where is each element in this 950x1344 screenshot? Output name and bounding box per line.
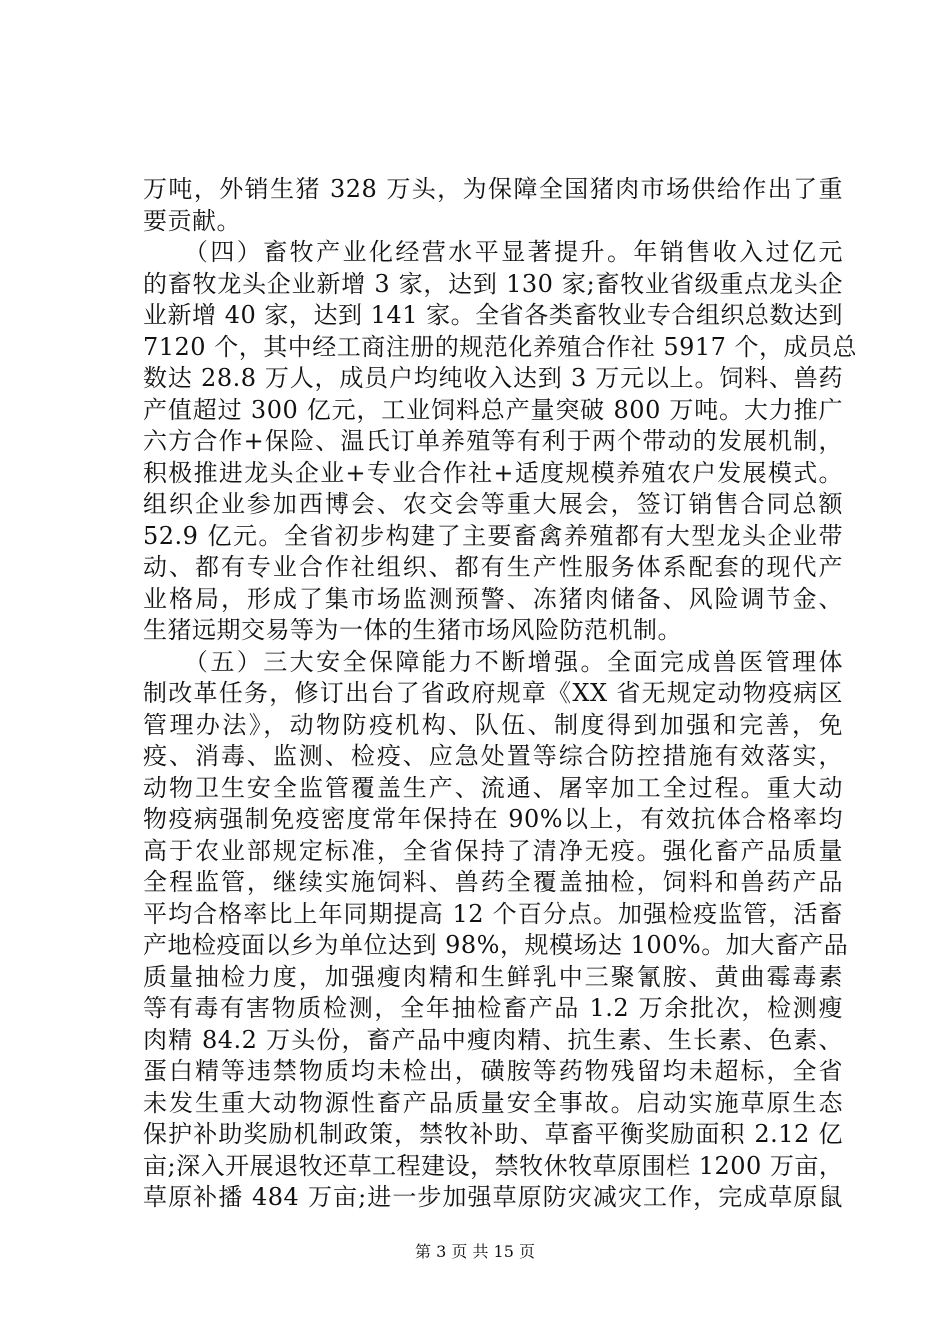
text-line: 数达 28.8 万人，成员户均纯收入达到 3 万元以上。饲料、兽药 <box>143 364 843 392</box>
text-line: 亩;深入开展退牧还草工程建设，禁牧休牧草原围栏 1200 万亩， <box>143 1151 844 1180</box>
text-line: 管理办法》，动物防疫机构、队伍、制度得到加强和完善，免 <box>143 710 843 739</box>
text-line: 7120 个，其中经工商注册的规范化养殖合作社 5917 个，成员总 <box>143 332 858 361</box>
text-line: 肉精 84.2 万头份，畜产品中瘦肉精、抗生素、生长素、色素、 <box>143 1025 843 1054</box>
text-line: 物疫病强制免疫密度常年保持在 90%以上，有效抗体合格率均 <box>143 805 843 833</box>
text-line: 全程监管，继续实施饲料、兽药全覆盖抽检，饲料和兽药产品 <box>143 868 843 896</box>
text-line: 质量抽检力度，加强瘦肉精和生鲜乳中三聚氰胺、黄曲霉毒素 <box>143 962 843 991</box>
text-line: 业格局，形成了集市场监测预警、冻猪肉储备、风险调节金、 <box>143 584 843 613</box>
text-line: 草原补播 484 万亩;进一步加强草原防灾减灾工作，完成草原鼠 <box>143 1183 843 1211</box>
document-body <box>143 174 858 1214</box>
text-line: 六方合作+保险、温氏订单养殖等有利于两个带动的发展机制， <box>143 427 843 455</box>
text-line: 产地检疫面以乡为单位达到 98%，规模场达 100%。加大畜产品 <box>143 931 849 959</box>
text-line: 制改革任务，修订出台了省政府规章《XX 省无规定动物疫病区 <box>143 679 843 707</box>
text-line: 52.9 亿元。全省初步构建了主要畜禽养殖都有大型龙头企业带 <box>143 521 843 550</box>
text-line: 等有毒有害物质检测，全年抽检畜产品 1.2 万余批次，检测瘦 <box>143 994 843 1022</box>
text-line: 万吨，外销生猪 328 万头，为保障全国猪肉市场供给作出了重 <box>143 175 843 203</box>
text-line: （五）三大安全保障能力不断增强。全面完成兽医管理体 <box>143 647 843 676</box>
text-line: 平均合格率比上年同期提高 12 个百分点。加强检疫监管，活畜 <box>143 899 843 928</box>
text-line: 要贡献。 <box>143 206 241 235</box>
text-line: 高于农业部规定标准，全省保持了清净无疫。强化畜产品质量 <box>143 836 843 865</box>
text-line: 产值超过 300 亿元，工业饲料总产量突破 800 万吨。大力推广 <box>143 395 843 424</box>
text-line: 蛋白精等违禁物质均未检出，磺胺等药物残留均未超标，全省 <box>143 1057 843 1085</box>
text-line: 生猪远期交易等为一体的生猪市场风险防范机制。 <box>143 616 682 644</box>
text-line: 动物卫生安全监管覆盖生产、流通、屠宰加工全过程。重大动 <box>143 773 843 802</box>
text-line: 疫、消毒、监测、检疫、应急处置等综合防控措施有效落实， <box>143 742 843 770</box>
text-line: 的畜牧龙头企业新增 3 家，达到 130 家;畜牧业省级重点龙头企 <box>143 269 843 298</box>
text-line: （四）畜牧产业化经营水平显著提升。年销售收入过亿元 <box>143 238 843 266</box>
text-line: 保护补助奖励机制政策，禁牧补助、草畜平衡奖励面积 2.12 亿 <box>143 1120 843 1148</box>
text-line: 未发生重大动物源性畜产品质量安全事故。启动实施草原生态 <box>143 1088 843 1117</box>
text-line: 业新增 40 家，达到 141 家。全省各类畜牧业专合组织总数达到 <box>143 301 843 329</box>
text-line: 组织企业参加西博会、农交会等重大展会，签订销售合同总额 <box>143 490 843 518</box>
page-footer <box>0 1242 950 1262</box>
text-line: 动、都有专业合作社组织、都有生产性服务体系配套的现代产 <box>143 553 843 581</box>
text-line: 积极推进龙头企业+专业合作社+适度规模养殖农户发展模式。 <box>143 458 843 487</box>
page-number: 第 3 页 共 15 页 <box>415 1242 535 1261</box>
